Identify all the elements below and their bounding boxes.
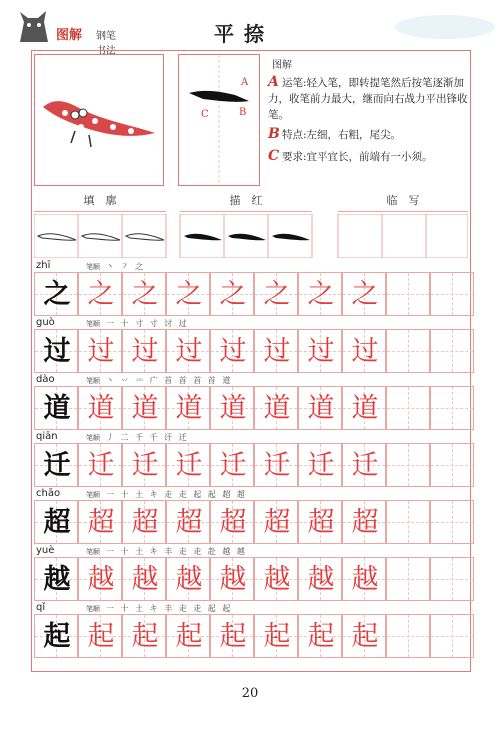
pinyin-label: guò [36,317,55,328]
svg-text:B: B [239,107,247,118]
stroke-warmup-row [34,214,468,258]
trace-cell [210,272,254,316]
model-character: 道 [43,393,71,424]
stroke-order-sequence: 一 十 寸 寸 讨 过 [106,319,189,328]
trace-character: 迁 [87,450,115,481]
trace-character: 过 [175,336,203,367]
svg-text:C: C [201,109,209,120]
trace-cell [122,272,166,316]
note-label: 运笔: [282,77,307,89]
trace-cell [254,557,298,601]
blank-practice-cell[interactable] [386,329,430,373]
trace-character: 过 [87,336,115,367]
trace-cell [122,443,166,487]
trace-cell [122,500,166,544]
trace-cell [298,443,342,487]
flat-pie-stroke-sample [179,55,259,185]
blank-practice-cell[interactable] [430,329,474,373]
pinyin-label: chāo [36,488,61,499]
trace-character: 起 [219,621,247,652]
blank-practice-cell[interactable] [430,443,474,487]
trace-cell [122,614,166,658]
header-bar [0,0,500,57]
trace-cell [342,329,386,373]
trace-character: 道 [263,393,291,424]
note-badge: B [268,126,280,142]
trace-cell [166,329,210,373]
trace-character: 起 [87,621,115,652]
trace-cell [78,557,122,601]
trace-character: 起 [131,621,159,652]
stroke-order-label: 笔顺 [86,491,100,499]
trace-character: 过 [219,336,247,367]
note-feature [268,126,468,143]
stroke-order-label: 笔顺 [86,377,100,385]
trace-cell [210,557,254,601]
series-title: 图解 [56,28,83,43]
model-character: 超 [43,507,71,538]
stroke-order-sequence: 一 十 土 キ 走 走 起 起 超 超 [106,490,247,499]
trace-cell [210,386,254,430]
trace-cell [166,557,210,601]
pinyin-label: dào [36,374,55,385]
trace-character: 超 [263,507,291,538]
series-badge [16,8,124,57]
trace-character: 迁 [351,450,379,481]
lesson-title: 平捺 [214,22,274,46]
trace-cell [78,272,122,316]
trace-character: 越 [175,564,203,595]
cat-mascot-icon [16,8,52,44]
blank-practice-cell[interactable] [386,614,430,658]
stroke-order-label: 笔顺 [86,548,100,556]
blank-practice-cell[interactable] [386,443,430,487]
stroke-order-sequence: 丶 ㇇ 之 [106,262,146,271]
trace-character: 之 [351,279,379,310]
trace-character: 之 [175,279,203,310]
trace-cell [342,500,386,544]
model-character: 起 [43,621,71,652]
trace-character: 越 [307,564,335,595]
trace-character: 迁 [307,450,335,481]
trace-cell [254,500,298,544]
trace-character: 越 [131,564,159,595]
trace-character: 超 [87,507,115,538]
trace-cell [298,557,342,601]
pinyin-label: qǐ [36,602,46,613]
trace-character: 迁 [175,450,203,481]
trace-character: 过 [131,336,159,367]
section-trace-fill: 填 廓 [34,192,166,212]
stroke-illustration-box [34,54,164,186]
trace-cell [166,272,210,316]
trace-character: 之 [263,279,291,310]
trace-character: 越 [351,564,379,595]
trace-character: 之 [131,279,159,310]
trace-character: 道 [351,393,379,424]
notes-heading: 图解 [272,60,292,71]
blank-practice-cell[interactable] [386,500,430,544]
pinyin-label: yuè [36,545,55,556]
note-label: 要求: [282,151,307,163]
trace-character: 起 [351,621,379,652]
note-requirement [268,148,468,165]
trace-character: 过 [351,336,379,367]
blank-practice-cell[interactable] [430,272,474,316]
trace-cell [122,386,166,430]
trace-cell [78,614,122,658]
note-text: 宜平宜长，前端有一小须。 [306,151,433,163]
trace-cell [78,386,122,430]
trace-character: 起 [263,621,291,652]
background-wash-decoration [385,12,495,42]
trace-cell [298,386,342,430]
page-number: 20 [241,686,259,701]
trace-character: 迁 [219,450,247,481]
blank-practice-cell[interactable] [430,386,474,430]
stroke-order-sequence: 丶 丷 䒑 广 首 首 首 首 道 [106,376,233,385]
blank-practice-cell[interactable] [430,500,474,544]
trace-cell [166,500,210,544]
trace-character: 超 [219,507,247,538]
model-character: 迁 [43,450,71,481]
model-cell [34,500,78,544]
trace-cell [166,614,210,658]
model-cell [34,557,78,601]
trace-character: 之 [87,279,115,310]
trace-character: 道 [131,393,159,424]
stroke-order-label: 笔顺 [86,434,100,442]
trace-character: 越 [219,564,247,595]
model-cell [34,386,78,430]
trace-cell [342,272,386,316]
trace-character: 道 [175,393,203,424]
trace-cell [78,443,122,487]
trace-cell [342,614,386,658]
model-cell [34,614,78,658]
stroke-sample-box [178,54,260,186]
model-cell [34,272,78,316]
note-text: 左细，右粗，尾尖。 [306,129,402,141]
trace-cell [342,557,386,601]
trace-character: 迁 [131,450,159,481]
trace-cell [78,500,122,544]
series-subtitle: 钢笔书法 [96,31,116,57]
trace-character: 之 [307,279,335,310]
blank-practice-cell[interactable] [430,614,474,658]
svg-text:A: A [241,77,249,88]
blank-practice-cell[interactable] [386,272,430,316]
trace-character: 超 [175,507,203,538]
trace-cell [166,386,210,430]
trace-cell [210,614,254,658]
section-trace-red: 描 红 [180,192,312,212]
model-character: 越 [43,564,71,595]
model-character: 之 [43,279,71,310]
blank-practice-cell[interactable] [386,386,430,430]
trace-cell [298,329,342,373]
note-technique [268,74,468,123]
stroke-order-sequence: 丿 二 千 千 讦 迁 [106,433,189,442]
note-badge: C [268,148,280,164]
stroke-order-label: 笔顺 [86,320,100,328]
trace-character: 过 [307,336,335,367]
trace-character: 迁 [263,450,291,481]
trace-cell [210,500,254,544]
trace-character: 道 [219,393,247,424]
note-label: 特点: [282,129,307,141]
trace-cell [166,443,210,487]
trace-cell [254,443,298,487]
model-cell [34,329,78,373]
trace-character: 之 [219,279,247,310]
trace-character: 起 [307,621,335,652]
trace-character: 道 [307,393,335,424]
trace-cell [298,500,342,544]
blank-practice-cell[interactable] [430,557,474,601]
trace-character: 超 [131,507,159,538]
trace-cell [342,386,386,430]
note-text: 轻入笔，即转提笔然后按笔逐渐加力，收笔前力最大，继而向右战力平出锋收笔。 [268,77,468,121]
trace-cell [254,386,298,430]
trace-character: 超 [307,507,335,538]
trace-character: 过 [263,336,291,367]
trace-cell [342,443,386,487]
stroke-order-sequence: 一 十 土 キ 丰 走 走 起 起 [106,604,233,613]
stroke-order-label: 笔顺 [86,605,100,613]
model-character: 过 [43,336,71,367]
trace-character: 超 [351,507,379,538]
pinyin-label: qiān [36,431,58,442]
trace-cell [254,614,298,658]
stroke-notes [268,54,468,184]
trace-character: 越 [87,564,115,595]
stroke-illustration [35,55,163,185]
trace-cell [298,272,342,316]
note-badge: A [268,74,279,90]
trace-cell [254,272,298,316]
trace-cell [210,329,254,373]
section-copy: 临 写 [338,192,468,212]
trace-character: 越 [263,564,291,595]
stroke-order-label: 笔顺 [86,263,100,271]
trace-cell [122,329,166,373]
trace-cell [298,614,342,658]
blank-practice-cell[interactable] [386,557,430,601]
pinyin-label: zhī [36,260,51,271]
trace-cell [122,557,166,601]
trace-cell [78,329,122,373]
trace-character: 起 [175,621,203,652]
trace-cell [254,329,298,373]
trace-cell [210,443,254,487]
model-cell [34,443,78,487]
stroke-order-sequence: 一 十 土 キ 丰 走 走 赴 越 越 [106,547,247,556]
trace-character: 道 [87,393,115,424]
